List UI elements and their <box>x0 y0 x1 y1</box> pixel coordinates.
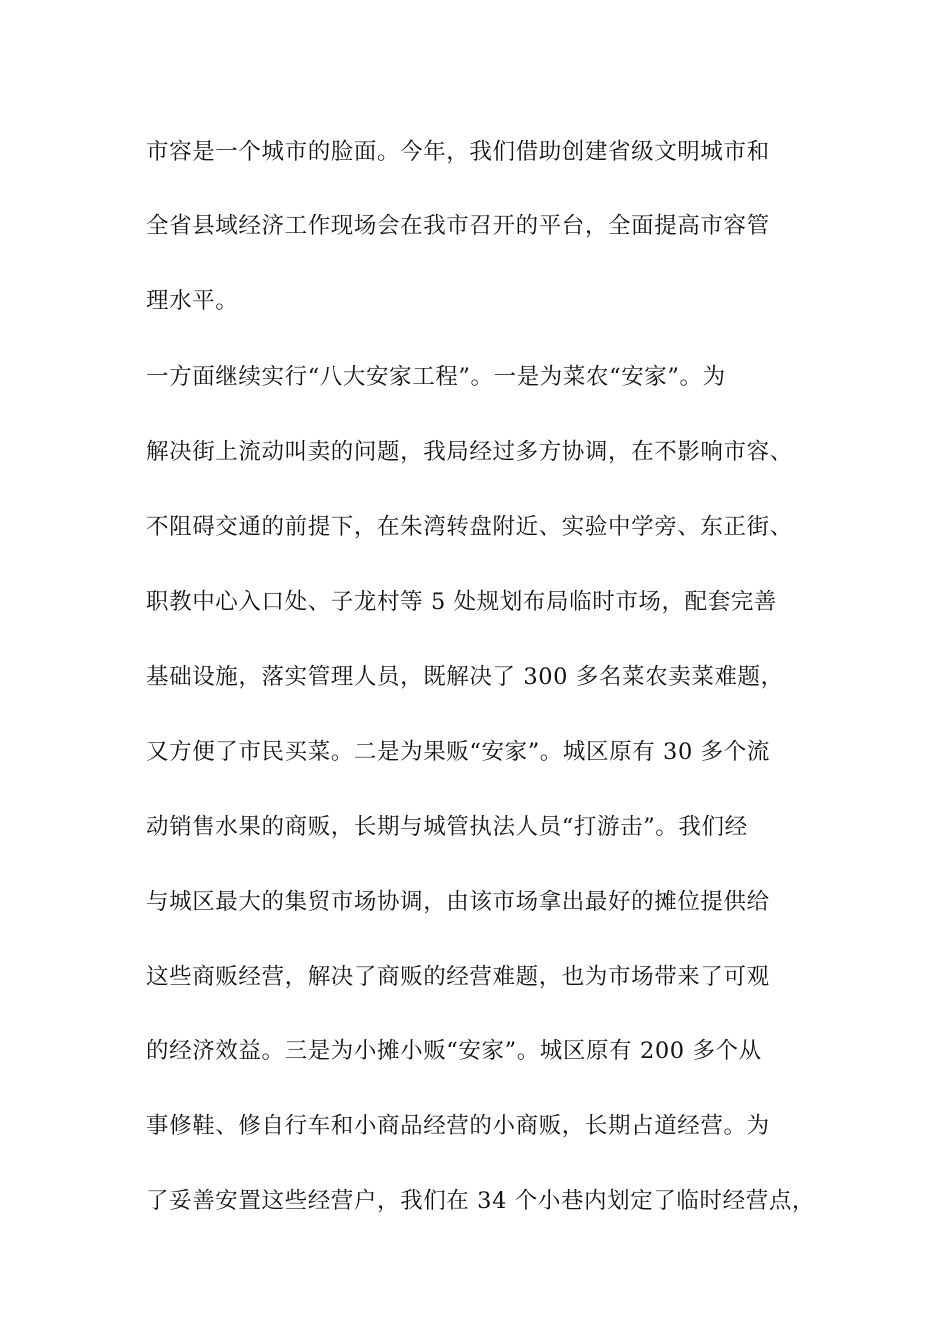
text-line: 全省县域经济工作现场会在我市召开的平台，全面提高市容管 <box>146 213 770 239</box>
text-line: 职教中心入口处、子龙村等 5 处规划布局临时市场，配套完善 <box>146 589 778 615</box>
text-line: 不阻碍交通的前提下，在朱湾转盘附近、实验中学旁、东正街、 <box>146 514 793 540</box>
text-line: 解决街上流动叫卖的问题，我局经过多方协调，在不影响市容、 <box>146 439 793 465</box>
text-line: 事修鞋、修自行车和小商品经营的小商贩，长期占道经营。为 <box>146 1113 770 1139</box>
text-line: 与城区最大的集贸市场协调，由该市场拿出最好的摊位提供给 <box>146 889 770 915</box>
text-line: 市容是一个城市的脸面。今年，我们借助创建省级文明城市和 <box>146 139 770 165</box>
text-line: 基础设施，落实管理人员，既解决了 300 多名菜农卖菜难题， <box>146 664 784 690</box>
text-line: 动销售水果的商贩，长期与城管执法人员“打游击”。我们经 <box>146 814 748 840</box>
text-line: 了妥善安置这些经营户，我们在 34 个小巷内划定了临时经营点， <box>146 1188 816 1214</box>
text-line: 的经济效益。三是为小摊小贩“安家”。城区原有 200 多个从 <box>146 1038 762 1064</box>
text-line: 一方面继续实行“八大安家工程”。一是为菜农“安家”。为 <box>146 364 726 390</box>
text-line: 这些商贩经营，解决了商贩的经营难题，也为市场带来了可观 <box>146 964 770 990</box>
text-line: 理水平。 <box>146 288 239 314</box>
text-line: 又方便了市民买菜。二是为果贩“安家”。城区原有 30 多个流 <box>146 739 770 765</box>
